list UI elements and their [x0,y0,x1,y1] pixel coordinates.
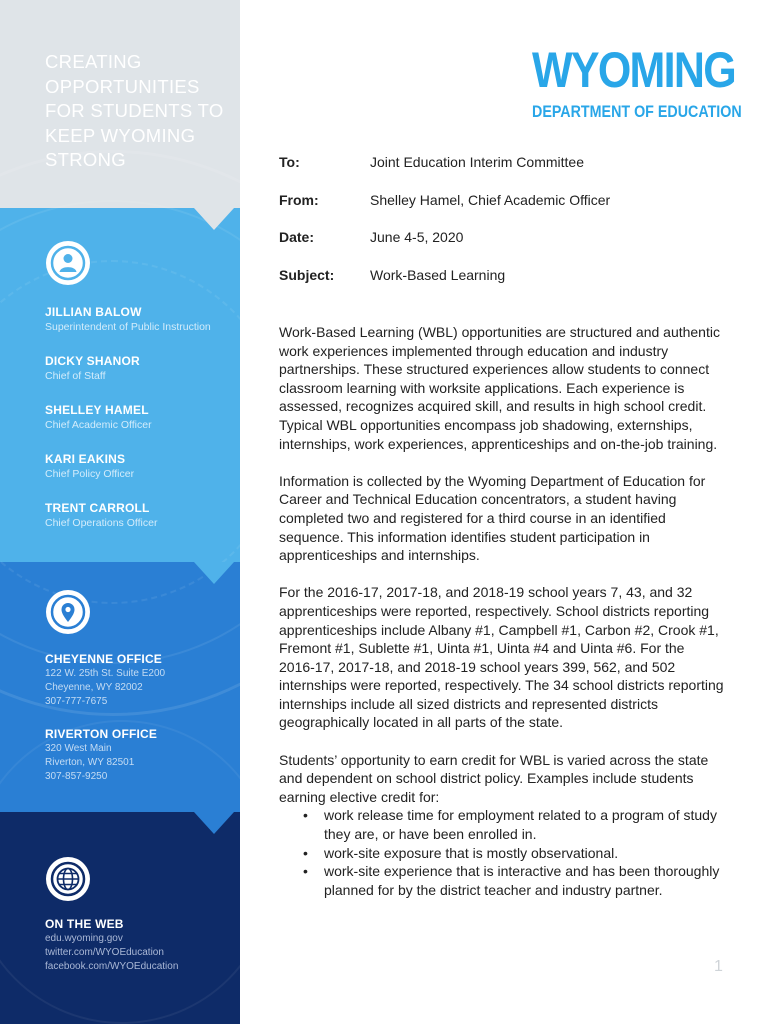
sidebar [0,0,240,1024]
memo-label: Date: [279,229,315,245]
staff-name: SHELLEY HAMEL [45,403,149,417]
staff-title: Chief Policy Officer [45,468,135,480]
memo-date-value: June 4-5, 2020 [370,229,464,245]
staff-title: Chief Operations Officer [45,517,158,529]
section-notch [194,208,234,230]
memo-date-row [279,229,739,267]
bullet-glyph: • [303,807,308,824]
bullet-glyph: • [303,863,308,880]
body-paragraph: Work-Based Learning (WBL) opportunities are structured and authentic work experiences implemented through education and industry partnerships. These structured experiences allow students to connect classroom learning with worksite applications. Each experience is assessed, recognizes acquired skill, and results in high school credit. Typical WBL opportunities encompass job shadowing, externships, internships, work experiences, apprenticeships and on-the-job training. [279,324,720,452]
riverton-office [45,726,235,784]
list-item-text: work-site exposure that is mostly observational. [324,844,619,861]
body-paragraph: Students’ opportunity to earn credit for WBL is varied across the state and dependent on school district policy. Examples include students earning elective credit for: [279,751,709,805]
staff-entry [45,304,235,338]
office-name: CHEYENNE OFFICE [45,652,163,666]
memo-header [279,154,739,304]
staff-name: TRENT CARROLL [45,501,150,515]
staff-entry [45,353,235,387]
staff-entry [45,451,235,485]
memo-to-value: Joint Education Interim Committee [370,154,584,170]
logo-wordmark: WYOMING [532,42,735,98]
office-city: Riverton, WY 82501 [45,757,135,768]
list-item-text: work-site experience that is interactive and has been thoroughly planned for by the district teacher and industry partner. [324,863,720,898]
memo-from-row [279,192,739,230]
staff-list [45,304,235,549]
staff-title: Chief Academic Officer [45,419,152,431]
memo-label: To: [279,154,300,170]
memo-from-value: Shelley Hamel, Chief Academic Officer [370,191,611,208]
memo-label: Subject: [279,266,335,283]
memo-label: From: [279,191,319,208]
logo-subtitle: DEPARTMENT OF EDUCATION [532,102,742,121]
staff-name: KARI EAKINS [45,452,126,466]
web-heading: ON THE WEB [45,917,124,931]
facebook-link[interactable]: facebook.com/WYOEducation [45,961,179,972]
sidebar-tagline: CREATING OPPORTUNITIES FOR STUDENTS TO KEEP WYOMING STRONG [45,51,224,170]
section-notch [194,562,234,584]
person-icon [46,241,90,285]
staff-entry [45,402,235,436]
list-item [279,844,724,863]
memo-to-row [279,154,739,192]
website-link[interactable]: edu.wyoming.gov [45,933,123,944]
body-paragraph: For the 2016-17, 2017-18, and 2018-19 school years 7, 43, and 32 apprenticeships were reported, respectively. School districts reporting apprenticeships include Albany #1, Campbell #1, Carbon #2, Crook #1, Fremont #1, Sublette #1, Uinta #1, Uinta #4 and Uinta #6. For the 2016-17, 2017-18, and 2018-19 school years 399, 562, and 502 internships were reported, respectively. The 34 school districts reporting internships include all sized districts and represented districts geographically located in all parts of the state. [279,584,724,731]
memo-body [279,323,724,899]
list-item [279,806,724,843]
office-name: RIVERTON OFFICE [45,727,158,741]
memo-subject-value: Work-Based Learning [370,266,506,283]
staff-title: Chief of Staff [45,370,106,382]
credit-examples-list [279,806,724,899]
office-phone: 307-857-9250 [45,771,108,782]
page-number: 1 [714,958,723,975]
section-notch [194,812,234,834]
bullet-glyph: • [303,844,308,861]
body-paragraph: Information is collected by the Wyoming Department of Education for Career and Technical Education concentrators, a student having completed two and registered for a third course in an identified sequence. This information identifies student participation in apprenticeships and internships. [279,472,706,564]
staff-entry [45,500,235,534]
cheyenne-office [45,651,235,709]
twitter-link[interactable]: twitter.com/WYOEducation [45,947,164,958]
memo-subject-row [279,267,739,305]
web-links [45,916,235,974]
location-pin-icon [46,590,90,634]
office-address: 320 West Main [45,743,112,754]
office-phone: 307-777-7675 [45,696,108,707]
wyoming-doe-logo [532,42,742,122]
staff-name: DICKY SHANOR [45,354,140,368]
office-city: Cheyenne, WY 82002 [45,682,143,693]
globe-icon [46,857,90,901]
staff-name: JILLIAN BALOW [45,305,142,319]
list-item-text: work release time for employment related to a program of study they are, or have been enrolled in. [324,807,717,843]
office-address: 122 W. 25th St. Suite E200 [45,668,166,679]
staff-title: Superintendent of Public Instruction [45,321,211,333]
list-item [279,862,724,899]
